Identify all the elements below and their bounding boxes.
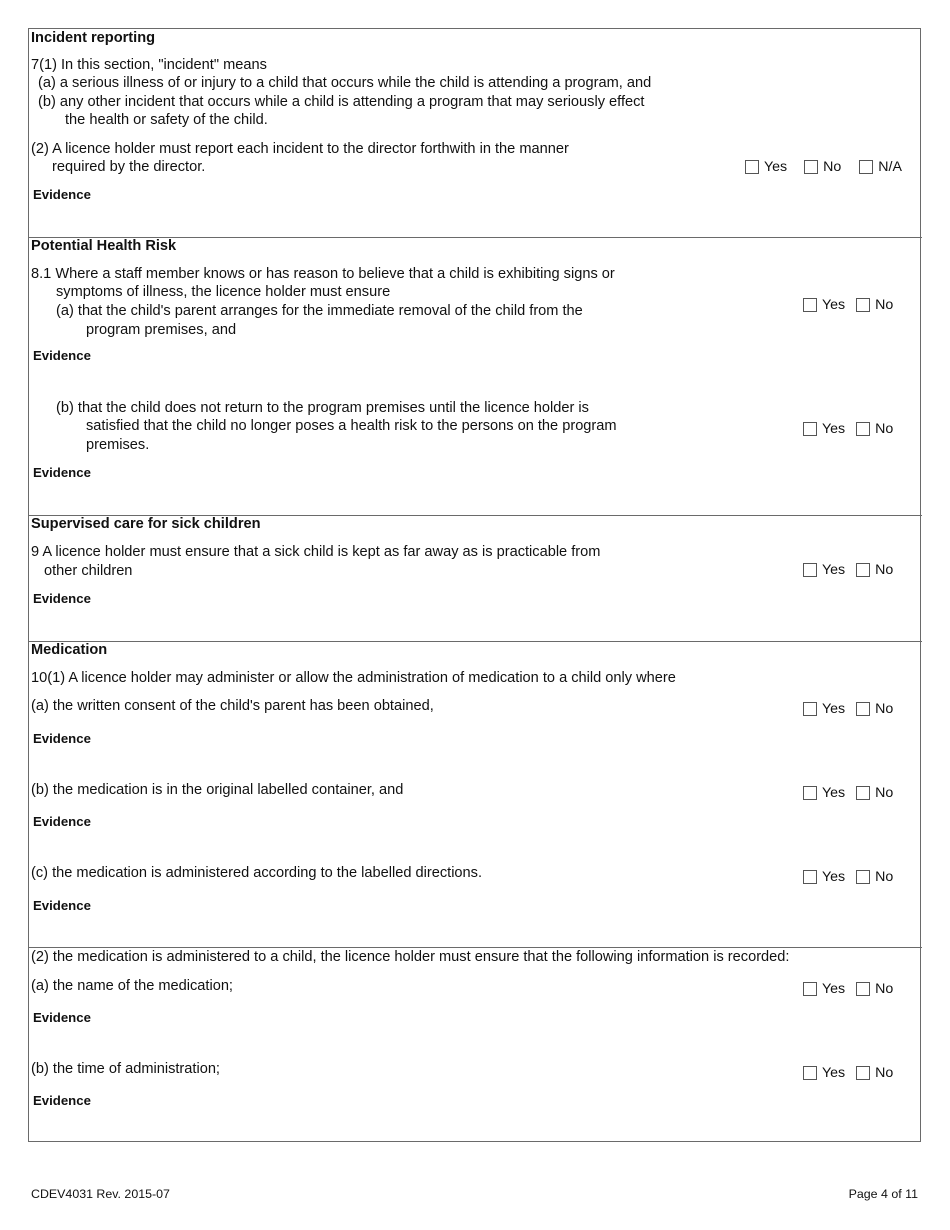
checkbox-group bbox=[803, 562, 904, 578]
no-label: No bbox=[875, 421, 894, 437]
no-checkbox[interactable] bbox=[856, 701, 893, 717]
no-label: No bbox=[875, 1065, 894, 1081]
clause-text: (b) the medication is in the original labelled container, and bbox=[31, 782, 404, 798]
page-number: Page 4 of 11 bbox=[848, 1187, 918, 1201]
clause-text: (2) the medication is administered to a child, the licence holder must ensure that the following information is recorded: bbox=[31, 949, 790, 965]
no-checkbox[interactable] bbox=[856, 1065, 893, 1081]
clause-text: symptoms of illness, the licence holder must ensure bbox=[56, 284, 391, 300]
form-id: CDEV4031 Rev. 2015-07 bbox=[31, 1187, 170, 1201]
yes-checkbox[interactable] bbox=[803, 701, 845, 717]
checkbox-box[interactable] bbox=[803, 298, 817, 312]
checkbox-group bbox=[803, 869, 904, 885]
yes-checkbox[interactable] bbox=[803, 981, 845, 997]
checkbox-box[interactable] bbox=[856, 982, 870, 996]
na-checkbox[interactable] bbox=[859, 159, 902, 175]
yes-label: Yes bbox=[822, 785, 846, 801]
clause-text: 9 A licence holder must ensure that a sick child is kept as far away as is practicable from bbox=[31, 544, 601, 560]
checkbox-box[interactable] bbox=[856, 298, 870, 312]
checkbox-box[interactable] bbox=[803, 870, 817, 884]
yes-checkbox[interactable] bbox=[803, 421, 845, 437]
clause-text: (b) any other incident that occurs while a child is attending a program that may seriously effect bbox=[38, 94, 645, 110]
evidence-label: Evidence bbox=[33, 591, 91, 606]
section-title-health: Potential Health Risk bbox=[31, 238, 177, 254]
clause-text: program premises, and bbox=[86, 322, 237, 338]
checkbox-box[interactable] bbox=[745, 160, 759, 174]
checkbox-box[interactable] bbox=[856, 563, 870, 577]
clause-text: (2) A licence holder must report each incident to the director forthwith in the manner bbox=[31, 141, 569, 157]
yes-checkbox[interactable] bbox=[803, 785, 845, 801]
clause-text: 8.1 Where a staff member knows or has reason to believe that a child is exhibiting signs or bbox=[31, 266, 615, 282]
form-frame bbox=[28, 28, 921, 1142]
yes-label: Yes bbox=[822, 869, 846, 885]
yes-label: Yes bbox=[822, 701, 846, 717]
checkbox-box[interactable] bbox=[803, 786, 817, 800]
no-checkbox[interactable] bbox=[856, 981, 893, 997]
yes-label: Yes bbox=[822, 1065, 846, 1081]
evidence-label: Evidence bbox=[33, 187, 91, 202]
no-checkbox[interactable] bbox=[856, 421, 893, 437]
checkbox-box[interactable] bbox=[804, 160, 818, 174]
no-label: No bbox=[875, 785, 894, 801]
clause-text: (b) that the child does not return to the program premises until the licence holder is bbox=[56, 400, 589, 416]
section-title-sick: Supervised care for sick children bbox=[31, 516, 261, 532]
clause-text: satisfied that the child no longer poses a health risk to the persons on the program bbox=[86, 418, 617, 434]
checkbox-box[interactable] bbox=[803, 982, 817, 996]
evidence-label: Evidence bbox=[33, 348, 91, 363]
clause-text: other children bbox=[44, 563, 133, 579]
checkbox-box[interactable] bbox=[803, 702, 817, 716]
yes-label: Yes bbox=[822, 981, 846, 997]
clause-text: (a) that the child's parent arranges for the immediate removal of the child from the bbox=[56, 303, 583, 319]
evidence-label: Evidence bbox=[33, 1093, 91, 1108]
clause-text: (a) the name of the medication; bbox=[31, 978, 233, 994]
clause-text: (c) the medication is administered according to the labelled directions. bbox=[31, 865, 483, 881]
no-checkbox[interactable] bbox=[856, 785, 893, 801]
na-label: N/A bbox=[878, 159, 902, 175]
checkbox-box[interactable] bbox=[859, 160, 873, 174]
checkbox-box[interactable] bbox=[803, 422, 817, 436]
checkbox-group bbox=[803, 421, 904, 437]
no-checkbox[interactable] bbox=[856, 297, 893, 313]
checkbox-group bbox=[803, 701, 904, 717]
checkbox-box[interactable] bbox=[856, 422, 870, 436]
checkbox-group bbox=[803, 1065, 904, 1081]
no-checkbox[interactable] bbox=[856, 562, 893, 578]
yes-checkbox[interactable] bbox=[803, 869, 845, 885]
checkbox-group bbox=[745, 159, 913, 175]
yes-label: Yes bbox=[822, 297, 846, 313]
clause-text: 10(1) A licence holder may administer or allow the administration of medication to a child only where bbox=[31, 670, 676, 686]
clause-text: (a) the written consent of the child's parent has been obtained, bbox=[31, 698, 434, 714]
clause-text: the health or safety of the child. bbox=[65, 112, 268, 128]
no-label: No bbox=[875, 297, 894, 313]
clause-text: 7(1) In this section, "incident" means bbox=[31, 57, 267, 73]
no-label: No bbox=[875, 562, 894, 578]
checkbox-box[interactable] bbox=[803, 1066, 817, 1080]
checkbox-box[interactable] bbox=[803, 563, 817, 577]
no-checkbox[interactable] bbox=[856, 869, 893, 885]
no-checkbox[interactable] bbox=[804, 159, 841, 175]
evidence-label: Evidence bbox=[33, 731, 91, 746]
evidence-label: Evidence bbox=[33, 814, 91, 829]
yes-checkbox[interactable] bbox=[745, 159, 787, 175]
yes-checkbox[interactable] bbox=[803, 562, 845, 578]
checkbox-box[interactable] bbox=[856, 702, 870, 716]
evidence-label: Evidence bbox=[33, 898, 91, 913]
clause-text: premises. bbox=[86, 437, 150, 453]
section-title-medication: Medication bbox=[31, 642, 108, 658]
checkbox-group bbox=[803, 785, 904, 801]
clause-text: (a) a serious illness of or injury to a child that occurs while the child is attending a program, and bbox=[38, 75, 652, 91]
section-divider bbox=[28, 641, 922, 642]
checkbox-box[interactable] bbox=[856, 1066, 870, 1080]
no-label: No bbox=[875, 981, 894, 997]
checkbox-box[interactable] bbox=[856, 786, 870, 800]
yes-checkbox[interactable] bbox=[803, 297, 845, 313]
checkbox-group bbox=[803, 981, 904, 997]
yes-checkbox[interactable] bbox=[803, 1065, 845, 1081]
no-label: No bbox=[875, 701, 894, 717]
no-label: No bbox=[823, 159, 842, 175]
checkbox-group bbox=[803, 297, 904, 313]
yes-label: Yes bbox=[764, 159, 788, 175]
no-label: No bbox=[875, 869, 894, 885]
yes-label: Yes bbox=[822, 421, 846, 437]
evidence-label: Evidence bbox=[33, 1010, 91, 1025]
checkbox-box[interactable] bbox=[856, 870, 870, 884]
clause-text: (b) the time of administration; bbox=[31, 1061, 220, 1077]
yes-label: Yes bbox=[822, 562, 846, 578]
section-title-incident: Incident reporting bbox=[31, 30, 156, 46]
evidence-label: Evidence bbox=[33, 465, 91, 480]
clause-text: required by the director. bbox=[52, 159, 206, 175]
